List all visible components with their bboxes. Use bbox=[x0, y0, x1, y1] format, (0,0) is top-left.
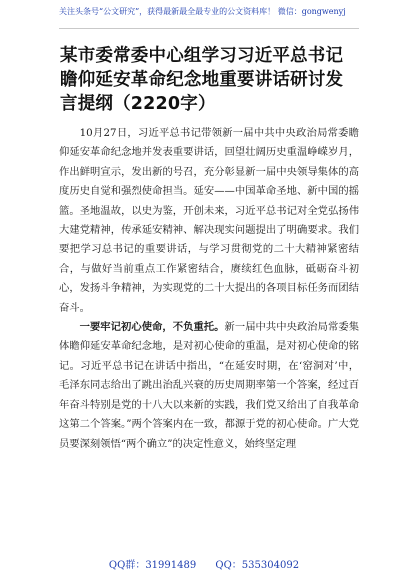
paragraph-lead: 一要牢记初心使命，不负重托。 bbox=[79, 321, 225, 334]
header-divider bbox=[59, 28, 359, 29]
paragraph-point-one bbox=[59, 318, 359, 454]
paragraph-text: 新一届中共中央政治局常委集体瞻仰延安革命纪念地，是对初心使命的重温，是对初心使命的铭记。习近平总书记在讲话中指出，“在延安时期，在‘窑洞对’中，毛泽东同志给出了跳出治乱兴衰的历史周期率第一个答案，经过百年奋斗特别是党的十八大以来新的实践，我们党又给出了自我革命这第二个答案。”两个答案内在一致，都源于党的初心使命。广大党员要深刻领悟“两个确立”的决定性意义，始终坚定理 bbox=[59, 321, 360, 450]
qq-text: QQ：535304092 bbox=[215, 560, 300, 571]
paragraph-intro: 10月27日，习近平总书记带领新一届中共中央政治局常委瞻仰延安革命纪念地并发表重要讲话，回望壮阔历史重温峥嵘岁月，作出鲜明宣示，发出新的号召，充分彰显新一届中央领导集体的高度历史自觉和强烈使命担当。延安——中国革命圣地、新中国的摇篮。圣地温故，以史为鉴，开创未来，习近平总书记对全党弘扬伟大建党精神，传承延安精神、解决现实问题提出了明确要求。我们要把学习总书记的重要讲话，与学习贯彻党的二十大精神紧密结合，与做好当前重点工作紧密结合，赓续红色血脉，砥砺奋斗初心，发扬斗争精神，为实现党的二十大提出的各项目标任务而团结奋斗。 bbox=[59, 127, 359, 314]
qq-group-text: QQ群：31991489 bbox=[108, 560, 197, 571]
footer-contacts bbox=[0, 556, 408, 571]
document-body bbox=[59, 124, 359, 454]
header-banner: 关注头条号“公文研究”，获得最新最全最专业的公文资料库！ 微信：gongwenyj bbox=[59, 7, 346, 16]
document-title: 某市委常委中心组学习习近平总书记瞻仰延安革命纪念地重要讲话研讨发言提纲（2220字） bbox=[60, 46, 344, 114]
